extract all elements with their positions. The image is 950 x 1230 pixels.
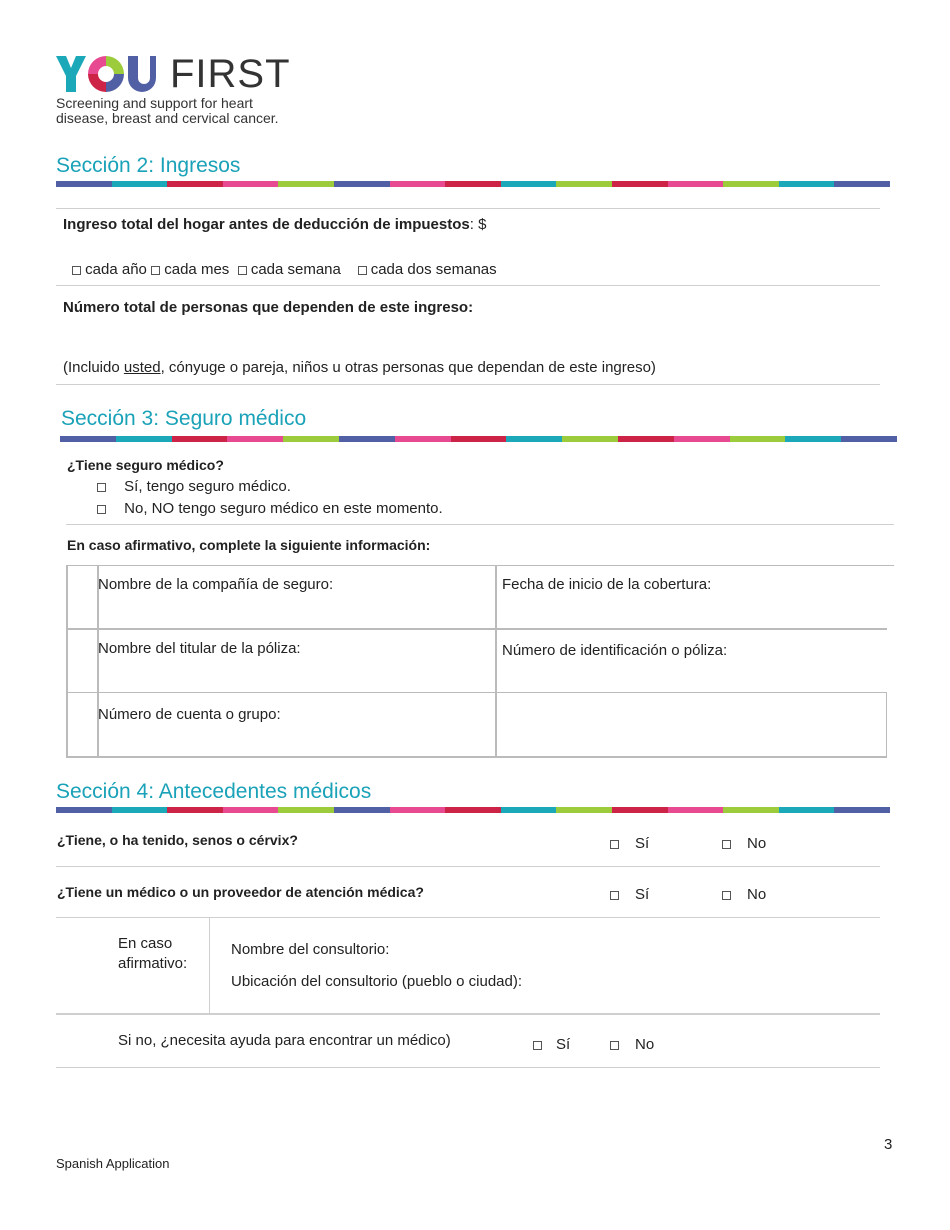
stripe-segment [167, 807, 223, 813]
stripe-segment [674, 436, 730, 442]
footer-label: Spanish Application [56, 1156, 170, 1171]
stripe-segment [501, 807, 557, 813]
divider [56, 384, 880, 385]
freq-month-label: cada mes [164, 261, 230, 278]
stripe-segment [556, 181, 612, 187]
stripe-segment [283, 436, 339, 442]
stripe-segment [60, 436, 116, 442]
stripe-segment [779, 181, 835, 187]
divider [56, 285, 880, 286]
logo-tagline-1: Screening and support for heart [56, 95, 253, 111]
stripe-segment [730, 436, 786, 442]
case-yes-label [118, 934, 187, 974]
insurance-table [66, 565, 894, 758]
stripe-segment [390, 807, 446, 813]
question-doctor: ¿Tiene un médico o un proveedor de atención médica? [57, 884, 424, 900]
checkbox[interactable] [72, 266, 81, 275]
income-suffix: : $ [469, 216, 487, 233]
checkbox[interactable] [610, 891, 619, 900]
checkbox[interactable] [97, 483, 106, 492]
page-number: 3 [884, 1136, 893, 1153]
freq-year-label: cada año [85, 261, 147, 278]
section-2-title: Sección 2: Ingresos [56, 154, 241, 177]
stripe-segment [506, 436, 562, 442]
stripe-segment [779, 807, 835, 813]
cervix-yes[interactable] [610, 835, 649, 852]
section-2-stripe [56, 181, 890, 187]
checkbox[interactable] [238, 266, 247, 275]
no-label: No [747, 886, 767, 903]
yes-label: Sí [635, 835, 650, 852]
need-doctor-question: Si no, ¿necesita ayuda para encontrar un médico) [118, 1032, 451, 1049]
stripe-segment [834, 807, 890, 813]
stripe-segment [395, 436, 451, 442]
no-label: No [635, 1036, 655, 1053]
checkbox[interactable] [610, 1041, 619, 1050]
checkbox[interactable] [533, 1041, 542, 1050]
checkbox[interactable] [722, 840, 731, 849]
freq-biweekly-label: cada dos semanas [370, 261, 497, 278]
stripe-segment [223, 181, 279, 187]
need-doctor-yes[interactable] [533, 1036, 570, 1053]
doctor-yes[interactable] [610, 886, 649, 903]
stripe-segment [668, 181, 724, 187]
stripe-segment [445, 181, 501, 187]
doctor-no[interactable] [722, 886, 766, 903]
freq-month[interactable] [151, 261, 229, 278]
freq-year[interactable] [72, 261, 147, 278]
cervix-no[interactable] [722, 835, 766, 852]
stripe-segment [334, 181, 390, 187]
insurance-option-yes[interactable] [97, 478, 291, 495]
if-yes-instruction: En caso afirmativo, complete la siguiente información: [67, 537, 431, 553]
stripe-segment [56, 807, 112, 813]
stripe-segment [612, 807, 668, 813]
stripe-segment [612, 181, 668, 187]
section-3-stripe [60, 436, 897, 442]
stripe-segment [451, 436, 507, 442]
stripe-segment [841, 436, 897, 442]
stripe-segment [501, 181, 557, 187]
stripe-segment [390, 181, 446, 187]
stripe-segment [834, 181, 890, 187]
insurance-question: ¿Tiene seguro médico? [67, 457, 224, 473]
section-4-stripe [56, 807, 890, 813]
divider [56, 866, 880, 867]
stripe-segment [227, 436, 283, 442]
divider [56, 917, 880, 918]
persons-label: Número total de personas que dependen de este ingreso: [63, 299, 474, 316]
policy-id-field[interactable]: Número de identificación o póliza: [502, 642, 728, 659]
persons-note [63, 359, 656, 376]
stripe-segment [339, 436, 395, 442]
stripe-segment [223, 807, 279, 813]
stripe-segment [172, 436, 228, 442]
logo-you-mark [56, 54, 156, 94]
vertical-divider [209, 918, 210, 1013]
no-label: No [747, 835, 767, 852]
stripe-segment [112, 807, 168, 813]
stripe-segment [334, 807, 390, 813]
logo-tagline-2: disease, breast and cervical cancer. [56, 110, 279, 126]
logo-first: FIRST [170, 52, 291, 96]
checkbox[interactable] [610, 840, 619, 849]
office-location-field[interactable]: Ubicación del consultorio (pueblo o ciudad): [231, 973, 523, 990]
frequency-options [72, 261, 497, 278]
stripe-segment [278, 181, 334, 187]
checkbox[interactable] [151, 266, 160, 275]
office-name-field[interactable]: Nombre del consultorio: [231, 941, 390, 958]
insurance-no-label: No, NO tengo seguro médico en este momento. [124, 500, 443, 517]
freq-week-label: cada semana [250, 261, 341, 278]
checkbox[interactable] [722, 891, 731, 900]
insurance-option-no[interactable] [97, 500, 443, 517]
section-4-title: Sección 4: Antecedentes médicos [56, 780, 372, 803]
stripe-segment [278, 807, 334, 813]
section-3-title: Sección 3: Seguro médico [61, 407, 307, 430]
checkbox[interactable] [358, 266, 367, 275]
yes-label: Sí [635, 886, 650, 903]
note-underlined: usted [123, 359, 161, 376]
divider [56, 1067, 880, 1068]
stripe-segment [112, 181, 168, 187]
stripe-segment [562, 436, 618, 442]
checkbox[interactable] [97, 505, 106, 514]
group-field[interactable]: Número de cuenta o grupo: [98, 706, 281, 723]
note-post: , cónyuge o pareja, niños u otras personas que dependan de este ingreso) [160, 359, 656, 376]
case-yes-line-2: afirmativo: [118, 955, 188, 972]
yes-label: Sí [556, 1036, 571, 1053]
logo [56, 54, 316, 128]
company-field[interactable]: Nombre de la compañía de seguro: [98, 576, 334, 593]
start-date-field[interactable]: Fecha de inicio de la cobertura: [502, 576, 712, 593]
stripe-segment [723, 181, 779, 187]
divider [56, 1013, 880, 1015]
stripe-segment [785, 436, 841, 442]
question-cervix: ¿Tiene, o ha tenido, senos o cérvix? [57, 832, 298, 848]
income-label [63, 216, 486, 233]
divider [56, 208, 880, 209]
stripe-segment [116, 436, 172, 442]
stripe-segment [668, 807, 724, 813]
holder-field[interactable]: Nombre del titular de la póliza: [98, 640, 301, 657]
case-yes-line-1: En caso [118, 935, 173, 952]
income-label-text: Ingreso total del hogar antes de deducción de impuestos [63, 216, 470, 233]
stripe-segment [723, 807, 779, 813]
need-doctor-no[interactable] [610, 1036, 654, 1053]
freq-week[interactable] [238, 261, 341, 278]
stripe-segment [167, 181, 223, 187]
stripe-segment [618, 436, 674, 442]
stripe-segment [445, 807, 501, 813]
stripe-segment [56, 181, 112, 187]
note-pre: (Incluido [63, 359, 124, 376]
freq-biweekly[interactable] [358, 261, 497, 278]
insurance-yes-label: Sí, tengo seguro médico. [124, 478, 291, 495]
stripe-segment [556, 807, 612, 813]
divider [66, 524, 894, 525]
